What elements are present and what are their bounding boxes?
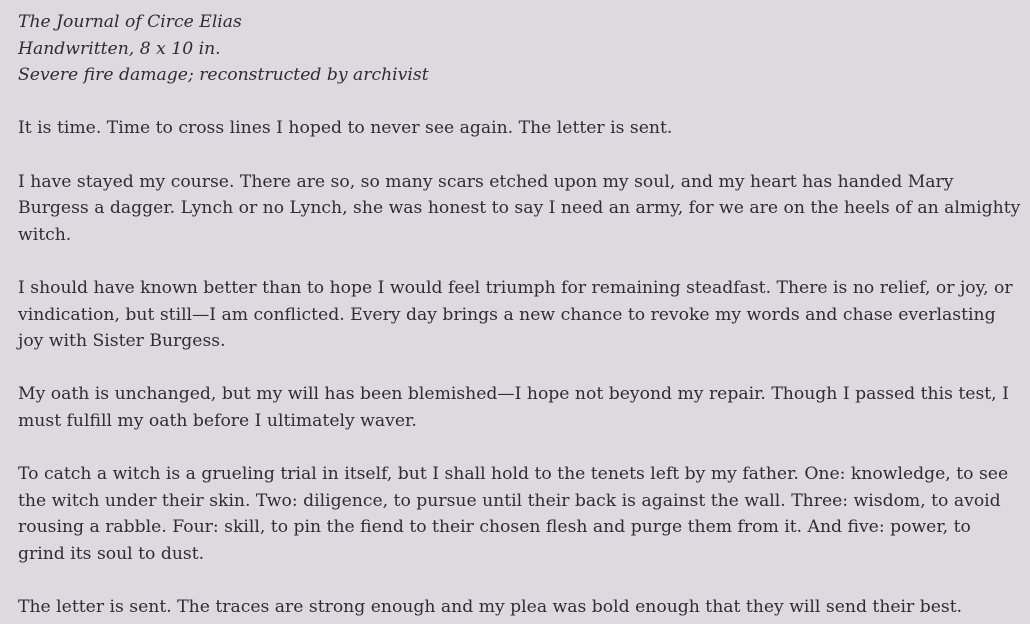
document-title: The Journal of Circe Elias	[18, 12, 242, 32]
journal-paragraph: The letter is sent. The traces are strong enough and my plea was bold enough that they will send their best.	[18, 597, 963, 618]
document-format: Handwritten, 8 x 10 in.	[18, 38, 221, 59]
document-condition: Severe fire damage; reconstructed by archivist	[18, 65, 429, 86]
document-header	[18, 9, 1022, 89]
journal-paragraph: I should have known better than to hope I would feel triumph for remaining steadfast. There is no relief, or joy, or vindication, but still—I am conflicted. Every day brings a new chance to revoke my words and chase everlasting joy with Sister Burgess.	[18, 277, 1013, 352]
journal-paragraph: To catch a witch is a grueling trial in itself, but I shall hold to the tenets left by my father. One: knowledge, to see the witch under their skin. Two: diligence, to pursue until their back is against the wall. Three: wisdom, to avoid rousing a rabble. Four: skill, to pin the fiend to their chosen flesh and purge them from it. And five: power, to grind its soul to dust.	[18, 464, 1009, 564]
journal-paragraph: I have stayed my course. There are so, so many scars etched upon my soul, and my heart has handed Mary Burgess a dagger. Lynch or no Lynch, she was honest to say I need an army, for we are on the heels of an almighty witch.	[18, 171, 1021, 245]
journal-paragraph: My oath is unchanged, but my will has been blemished—I hope not beyond my repair. Though I passed this test, I must fulfill my oath before I ultimately waver.	[18, 384, 1009, 431]
journal-paragraph: It is time. Time to cross lines I hoped to never see again. The letter is sent.	[18, 118, 673, 139]
journal-document	[18, 0, 1022, 621]
